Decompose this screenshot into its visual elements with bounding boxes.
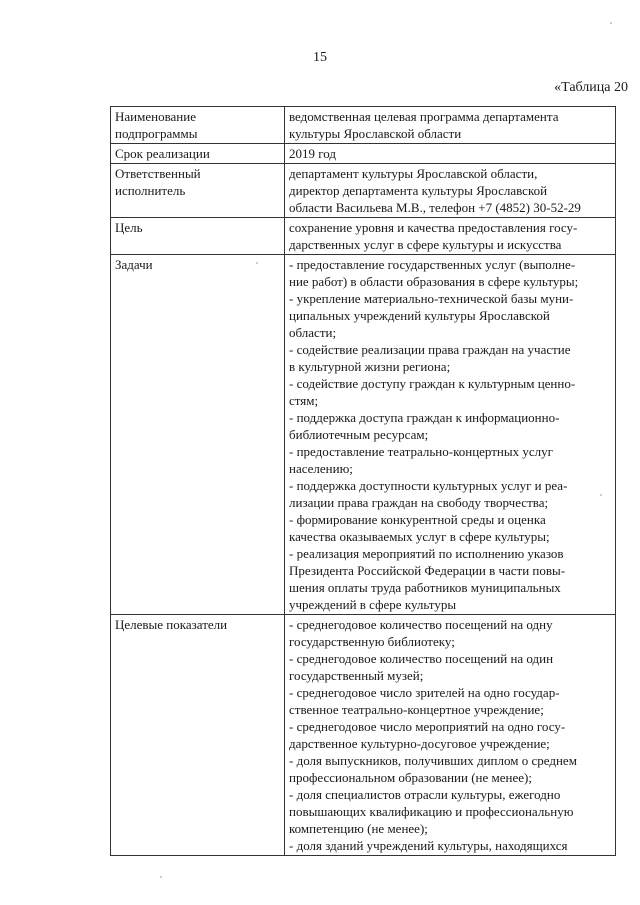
- row-value-line: повышающих квалификацию и профессиональную: [289, 804, 574, 819]
- row-value-line: библиотечным ресурсам;: [289, 427, 429, 442]
- scan-speck: [600, 494, 602, 496]
- row-label-line: Целевые показатели: [115, 617, 228, 632]
- row-value-cell: [285, 218, 616, 255]
- row-value-line: директор департамента культуры Ярославской: [289, 183, 548, 198]
- row-value-line: - реализация мероприятий по исполнению указов: [289, 546, 564, 561]
- row-value-line: сохранение уровня и качества предоставления госу-: [289, 220, 578, 235]
- row-value-line: ведомственная целевая программа департамента: [289, 109, 559, 124]
- row-value-line: культуры Ярославской области: [289, 126, 462, 141]
- row-value-line: шения оплаты труда работников муниципальных: [289, 580, 561, 595]
- row-label-line: Задачи: [115, 257, 153, 272]
- row-value-line: - предоставление театрально-концертных услуг: [289, 444, 553, 459]
- row-value-line: области;: [289, 325, 337, 340]
- row-value-line: учреждений в сфере культуры: [289, 597, 457, 612]
- table-caption: «Таблица 20: [554, 80, 628, 95]
- row-value-line: государственную библиотеку;: [289, 634, 455, 649]
- row-value-line: - среднегодовое число зрителей на одно государ-: [289, 685, 560, 700]
- row-label-line: Срок реализации: [115, 146, 210, 161]
- row-value-line: - доля выпускников, получивших диплом о среднем: [289, 753, 577, 768]
- row-value-line: дарственных услуг в сфере культуры и искусства: [289, 237, 562, 252]
- row-label-line: Ответственный: [115, 166, 201, 181]
- row-label-line: Наименование: [115, 109, 196, 124]
- row-value-line: Президента Российской Федерации в части повы-: [289, 563, 566, 578]
- table-row: [111, 107, 616, 144]
- row-value-line: - содействие доступу граждан к культурным ценно-: [289, 376, 576, 391]
- row-label-cell: [111, 144, 285, 164]
- row-value-line: - поддержка доступности культурных услуг и реа-: [289, 478, 568, 493]
- row-label-cell: [111, 164, 285, 218]
- row-value-line: департамент культуры Ярославской области,: [289, 166, 538, 181]
- row-label-line: исполнитель: [115, 183, 186, 198]
- row-label-cell: [111, 107, 285, 144]
- row-value-line: - среднегодовое число мероприятий на одно госу-: [289, 719, 566, 734]
- page-number: 15: [313, 50, 327, 65]
- row-value-line: лизации права граждан на свободу творчества;: [289, 495, 549, 510]
- row-value-line: - доля специалистов отрасли культуры, ежегодно: [289, 787, 561, 802]
- row-value-line: стям;: [289, 393, 319, 408]
- subprogram-passport-table: [110, 106, 616, 856]
- row-value-line: качества оказываемых услуг в сфере культуры;: [289, 529, 550, 544]
- scan-speck: [610, 22, 612, 24]
- row-value-line: профессиональном образовании (не менее);: [289, 770, 532, 785]
- row-value-line: - доля зданий учреждений культуры, находящихся: [289, 838, 568, 853]
- row-value-line: дарственное культурно-досуговое учреждение;: [289, 736, 550, 751]
- row-value-cell: [285, 615, 616, 856]
- row-label-cell: [111, 218, 285, 255]
- table-row: [111, 218, 616, 255]
- row-value-line: - укрепление материально-технической базы муни-: [289, 291, 574, 306]
- row-value-cell: [285, 164, 616, 218]
- table-row: [111, 144, 616, 164]
- row-value-cell: [285, 144, 616, 164]
- row-value-line: ципальных учреждений культуры Ярославской: [289, 308, 550, 323]
- row-value-line: ственное театрально-концертное учреждение;: [289, 702, 544, 717]
- table-row: [111, 615, 616, 856]
- table-row: [111, 255, 616, 615]
- scan-speck: [160, 876, 162, 878]
- row-value-line: - среднегодовое количество посещений на один: [289, 651, 554, 666]
- row-value-cell: [285, 255, 616, 615]
- table-row: [111, 164, 616, 218]
- row-value-line: - поддержка доступа граждан к информационно-: [289, 410, 560, 425]
- row-value-line: компетенцию (не менее);: [289, 821, 428, 836]
- row-value-cell: [285, 107, 616, 144]
- row-value-line: - содействие реализации права граждан на участие: [289, 342, 571, 357]
- row-value-line: ние работ) в области образования в сфере культуры;: [289, 274, 579, 289]
- row-label-line: Цель: [115, 220, 143, 235]
- row-value-line: в культурной жизни региона;: [289, 359, 451, 374]
- row-value-line: 2019 год: [289, 146, 336, 161]
- row-value-line: - предоставление государственных услуг (выполне-: [289, 257, 576, 272]
- scan-speck: [256, 262, 258, 264]
- row-value-line: - среднегодовое количество посещений на одну: [289, 617, 553, 632]
- row-value-line: - формирование конкурентной среды и оценка: [289, 512, 546, 527]
- row-label-cell: [111, 615, 285, 856]
- row-value-line: населению;: [289, 461, 353, 476]
- row-value-line: области Васильева М.В., телефон +7 (4852) 30-52-29: [289, 200, 581, 215]
- row-label-cell: [111, 255, 285, 615]
- row-label-line: подпрограммы: [115, 126, 198, 141]
- row-value-line: государственный музей;: [289, 668, 424, 683]
